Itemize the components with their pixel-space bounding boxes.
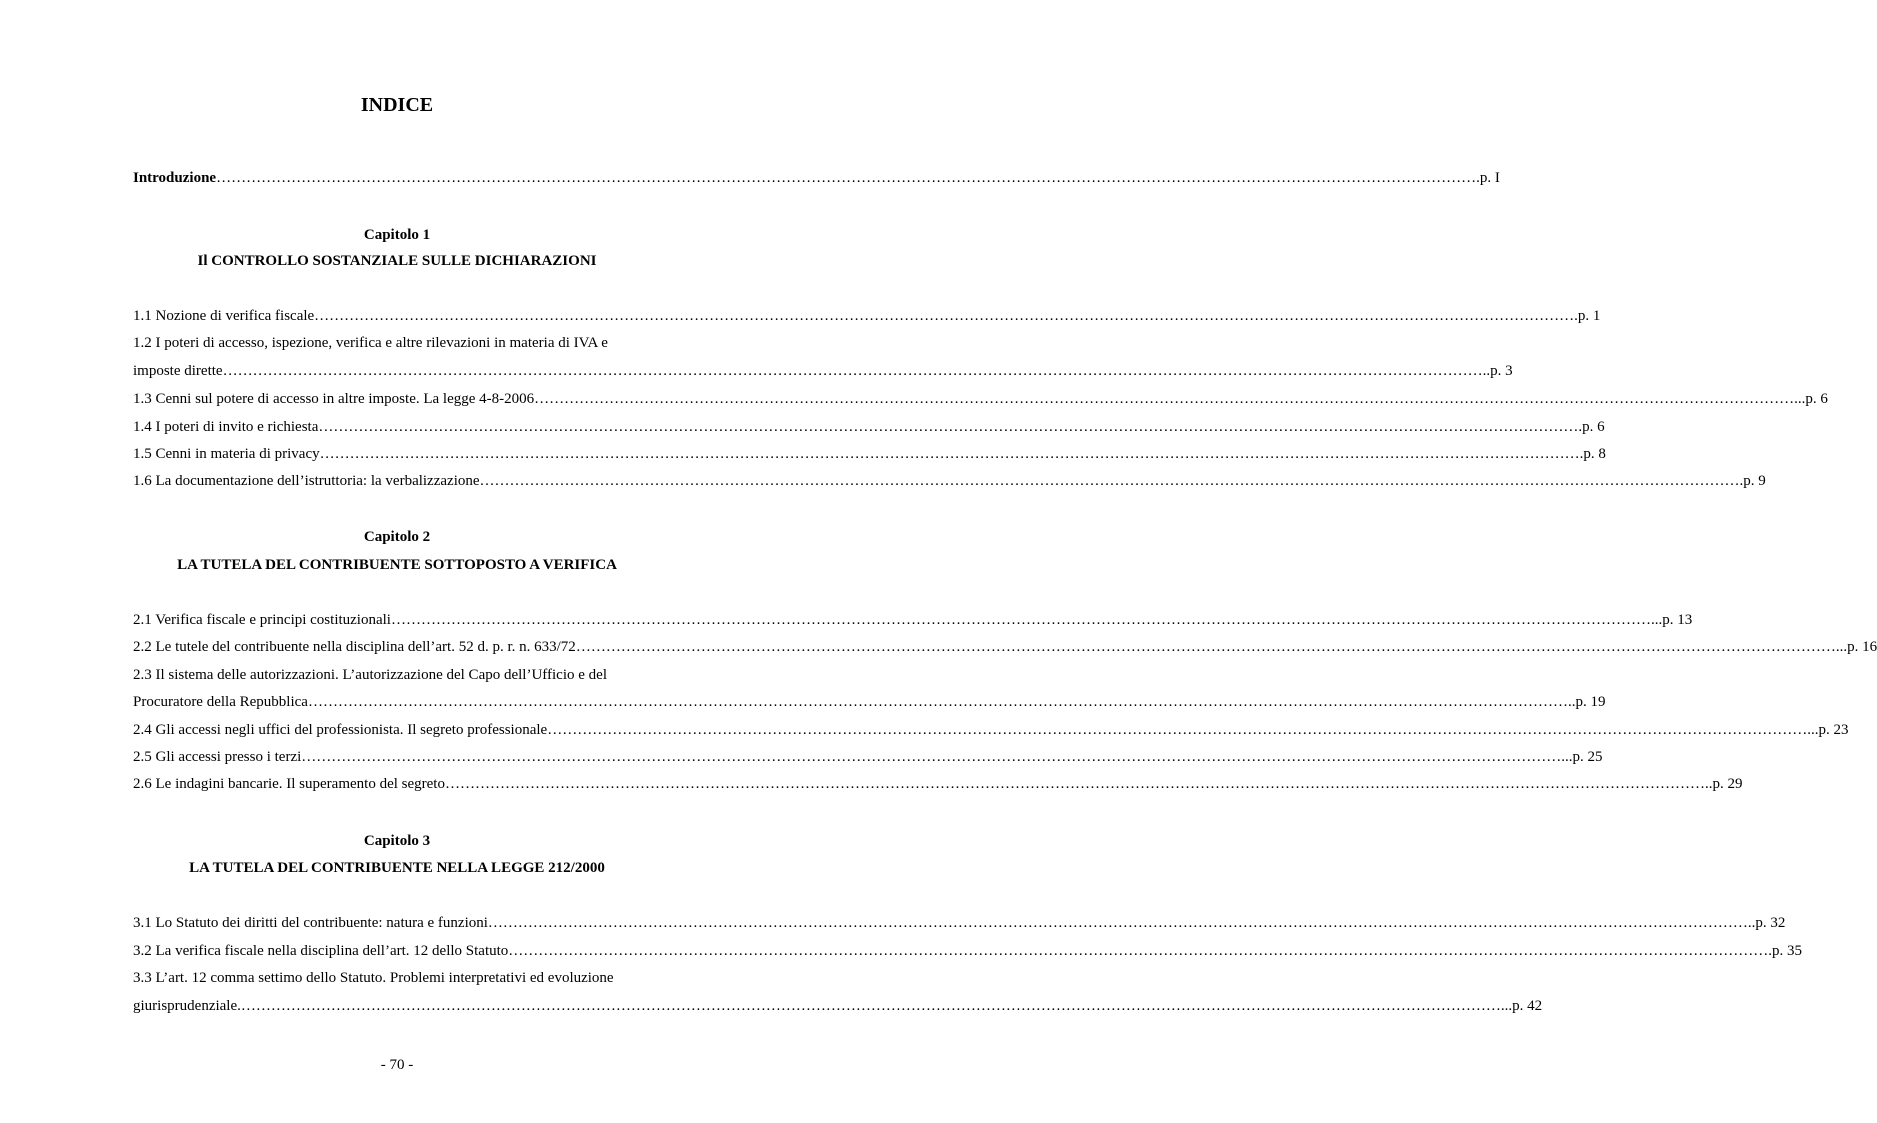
dot-leader: ……………………………………………………………………………………………………………………………………………………………………………………………………………………………… (487, 915, 1748, 931)
toc-entry[interactable] (133, 941, 1803, 961)
toc-entry-page: ...p. 23 (1807, 722, 1849, 738)
dot-leader: ……………………………………………………………………………………………………………………………………………………………………………………………………………………………… (318, 419, 1579, 435)
toc-entry[interactable] (133, 417, 1605, 437)
toc-entry-title: 1.3 Cenni sul potere di accesso in altre imposte. La legge 4-8-2006 (133, 391, 535, 407)
toc-entry-introduzione[interactable] (133, 168, 1500, 188)
toc-entry-page: .p. 6 (1578, 419, 1605, 435)
toc-entry-page: ...p. 25 (1561, 749, 1603, 765)
toc-entry[interactable] (133, 913, 1786, 933)
toc-entry-title: 2.2 Le tutele del contribuente nella disciplina dell’art. 52 d. p. r. n. 633/72 (133, 639, 576, 655)
toc-entry-first-line[interactable]: 2.3 Il sistema delle autorizzazioni. L’autorizzazione del Capo dell’Ufficio e del (133, 667, 607, 683)
dot-leader: ……………………………………………………………………………………………………………………………………………………………………………………………………………………………… (547, 722, 1808, 738)
toc-entry-page: .p. I (1476, 170, 1500, 186)
toc-entry[interactable] (133, 471, 1766, 491)
page-number: - 70 - (380, 1057, 414, 1073)
chapter-number: Capitolo 3 (363, 833, 431, 849)
toc-entry-title: 2.1 Verifica fiscale e principi costituzionali (133, 612, 391, 628)
toc-entry-first-line[interactable]: 1.2 I poteri di accesso, ispezione, verifica e altre rilevazioni in materia di IVA e (133, 335, 608, 351)
chapter-number: Capitolo 2 (363, 529, 431, 545)
dot-leader: ……………………………………………………………………………………………………………………………………………………………………………………………………………………………… (444, 776, 1705, 792)
toc-entry-page: ..p. 29 (1704, 776, 1743, 792)
toc-entry-title: 2.5 Gli accessi presso i terzi (133, 749, 302, 765)
chapter-title: LA TUTELA DEL CONTRIBUENTE NELLA LEGGE 212/2000 (189, 860, 605, 876)
toc-entry-first-line[interactable]: 3.3 L’art. 12 comma settimo dello Statuto. Problemi interpretativi ed evoluzione (133, 970, 614, 986)
toc-entry[interactable] (133, 996, 1543, 1016)
toc-entry-title: 2.6 Le indagini bancarie. Il superamento del segreto (133, 776, 445, 792)
toc-entry[interactable] (133, 692, 1606, 712)
toc-entry-title: 3.1 Lo Statuto dei diritti del contribuente: natura e funzioni (133, 915, 488, 931)
toc-entry[interactable] (133, 306, 1601, 326)
toc-entry-title: Introduzione (133, 170, 217, 186)
dot-leader: ……………………………………………………………………………………………………………………………………………………………………………………………………………………………… (479, 473, 1740, 489)
chapter-title: LA TUTELA DEL CONTRIBUENTE SOTTOPOSTO A VERIFICA (177, 557, 617, 573)
toc-entry-page: .p. 1 (1574, 308, 1601, 324)
dot-leader: ……………………………………………………………………………………………………………………………………………………………………………………………………………………………… (508, 943, 1769, 959)
toc-entry-page: ...p. 6 (1794, 391, 1828, 407)
dot-leader: ……………………………………………………………………………………………………………………………………………………………………………………………………………………………… (240, 998, 1501, 1014)
dot-leader: ……………………………………………………………………………………………………………………………………………………………………………………………………………………………… (314, 308, 1575, 324)
chapter-title: Il CONTROLLO SOSTANZIALE SULLE DICHIARAZIONI (197, 253, 597, 269)
toc-entry[interactable] (133, 720, 1849, 740)
toc-entry-page: ...p. 13 (1650, 612, 1693, 628)
toc-entry-page: ..p. 32 (1747, 915, 1786, 931)
toc-entry[interactable] (133, 774, 1743, 794)
toc-entry-title: 1.5 Cenni in materia di privacy (133, 446, 320, 462)
toc-entry-title: 3.2 La verifica fiscale nella disciplina dell’art. 12 dello Statuto (133, 943, 509, 959)
dot-leader: ……………………………………………………………………………………………………………………………………………………………………………………………………………………………… (534, 391, 1795, 407)
toc-entry-title: 1.6 La documentazione dell’istruttoria: la verbalizzazione (133, 473, 480, 489)
toc-entry-title: imposte dirette (133, 363, 223, 379)
toc-entry-title: giurisprudenziale. (133, 998, 241, 1014)
toc-entry[interactable] (133, 747, 1603, 767)
toc-entry-page: ..p. 19 (1567, 694, 1606, 710)
dot-leader: ……………………………………………………………………………………………………………………………………………………………………………………………………………………………… (216, 170, 1477, 186)
dot-leader: ……………………………………………………………………………………………………………………………………………………………………………………………………………………………… (575, 639, 1836, 655)
page-title: INDICE (360, 94, 434, 116)
toc-entry-title: Procuratore della Repubblica (133, 694, 308, 710)
toc-entry-page: .p. 9 (1739, 473, 1766, 489)
toc-entry-title: 2.4 Gli accessi negli uffici del professionista. Il segreto professionale (133, 722, 548, 738)
toc-entry-page: ..p. 3 (1482, 363, 1513, 379)
toc-entry-page: ...p. 42 (1500, 998, 1543, 1014)
toc-entry-title: 1.4 I poteri di invito e richiesta (133, 419, 319, 435)
toc-entry[interactable] (133, 444, 1606, 464)
toc-entry-page: ...p. 16 (1835, 639, 1877, 655)
toc-entry[interactable] (133, 361, 1513, 381)
toc-entry[interactable] (133, 637, 1877, 657)
dot-leader: ……………………………………………………………………………………………………………………………………………………………………………………………………………………………… (319, 446, 1580, 462)
dot-leader: ……………………………………………………………………………………………………………………………………………………………………………………………………………………………… (390, 612, 1651, 628)
toc-entry-title: 1.1 Nozione di verifica fiscale (133, 308, 315, 324)
dot-leader: ……………………………………………………………………………………………………………………………………………………………………………………………………………………………… (307, 694, 1568, 710)
toc-entry[interactable] (133, 389, 1828, 409)
dot-leader: ……………………………………………………………………………………………………………………………………………………………………………………………………………………………… (301, 749, 1562, 765)
dot-leader: ……………………………………………………………………………………………………………………………………………………………………………………………………………………………… (222, 363, 1483, 379)
toc-entry-page: .p. 8 (1579, 446, 1606, 462)
toc-entry-page: .p. 35 (1768, 943, 1803, 959)
chapter-number: Capitolo 1 (363, 227, 431, 243)
toc-entry[interactable] (133, 610, 1693, 630)
